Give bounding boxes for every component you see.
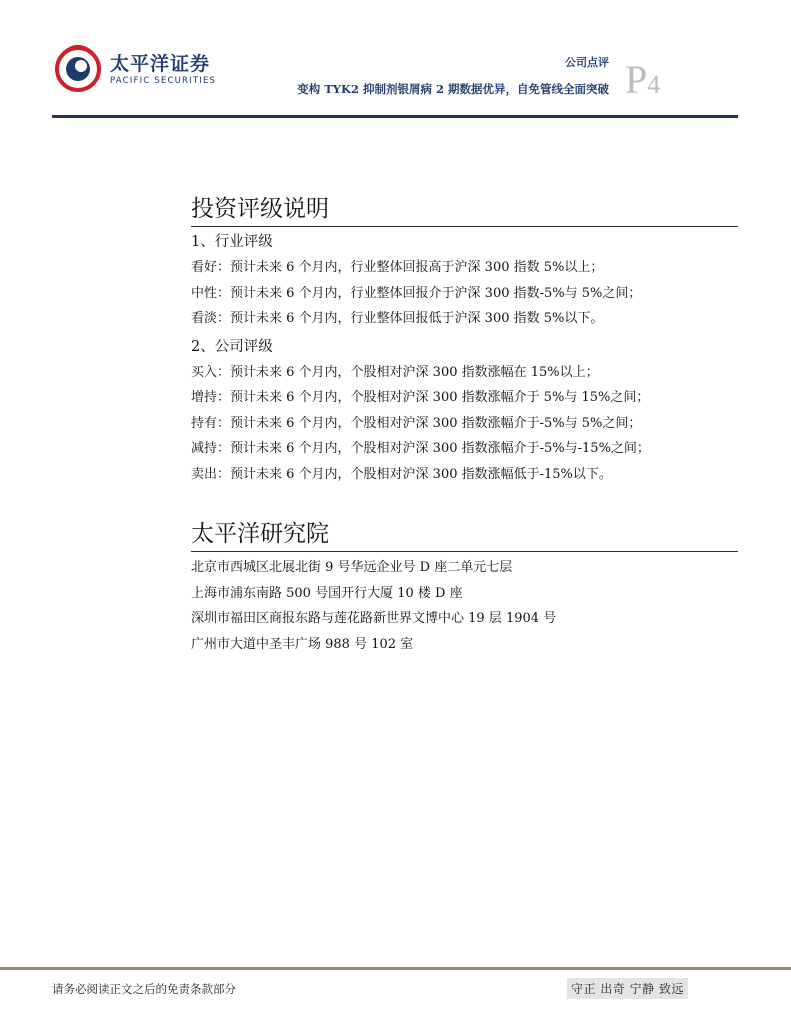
footer-disclaimer: 请务必阅读正文之后的免责条款部分	[52, 982, 236, 996]
page-number	[625, 57, 661, 102]
page-digit: 4	[647, 70, 661, 99]
document-type: 公司点评	[565, 56, 609, 69]
company-rating-item: 持有：预计未来 6 个月内，个股相对沪深 300 指数涨幅介于-5%与 5%之间；	[191, 415, 642, 431]
address-line: 深圳市福田区商报东路与莲花路新世界文博中心 19 层 1904 号	[191, 611, 557, 626]
footer-motto: 守正 出奇 宁静 致远	[567, 978, 688, 999]
document-title: 变构 TYK2 抑制剂银屑病 2 期数据优异，自免管线全面突破	[297, 82, 609, 96]
company-rating-heading: 2、公司评级	[191, 338, 273, 355]
logo-chinese-name: 太平洋证券	[110, 53, 211, 75]
header-divider	[52, 115, 738, 118]
industry-rating-item: 看好：预计未来 6 个月内，行业整体回报高于沪深 300 指数 5%以上；	[191, 260, 604, 275]
footer-divider	[0, 967, 791, 970]
industry-rating-item: 中性：预计未来 6 个月内，行业整体回报介于沪深 300 指数-5%与 5%之间；	[191, 285, 642, 301]
company-rating-item: 减持：预计未来 6 个月内，个股相对沪深 300 指数涨幅介于-5%与-15%之间；	[191, 441, 650, 456]
address-line: 广州市大道中圣丰广场 988 号 102 室	[191, 636, 414, 652]
address-line: 上海市浦东南路 500 号国开行大厦 10 楼 D 座	[191, 585, 463, 601]
company-rating-item: 卖出：预计未来 6 个月内，个股相对沪深 300 指数涨幅低于-15%以下。	[191, 466, 612, 482]
rating-section-title: 投资评级说明	[191, 194, 738, 227]
logo-english-name: PACIFIC SECURITIES	[110, 76, 217, 86]
institute-section	[191, 519, 738, 657]
address-line: 北京市西城区北展北街 9 号华远企业号 D 座二单元七层	[191, 560, 513, 575]
pacific-securities-logo-icon	[52, 43, 104, 93]
industry-rating-heading: 1、行业评级	[191, 234, 273, 250]
institute-section-title: 太平洋研究院	[191, 519, 738, 552]
company-logo	[52, 43, 217, 93]
page-letter: P	[625, 57, 648, 102]
company-rating-item: 增持：预计未来 6 个月内，个股相对沪深 300 指数涨幅介于 5%与 15%之间；	[191, 390, 650, 405]
rating-section	[191, 194, 738, 487]
industry-rating-item: 看淡：预计未来 6 个月内，行业整体回报低于沪深 300 指数 5%以下。	[191, 311, 604, 326]
company-rating-item: 买入：预计未来 6 个月内，个股相对沪深 300 指数涨幅在 15%以上；	[191, 364, 599, 380]
